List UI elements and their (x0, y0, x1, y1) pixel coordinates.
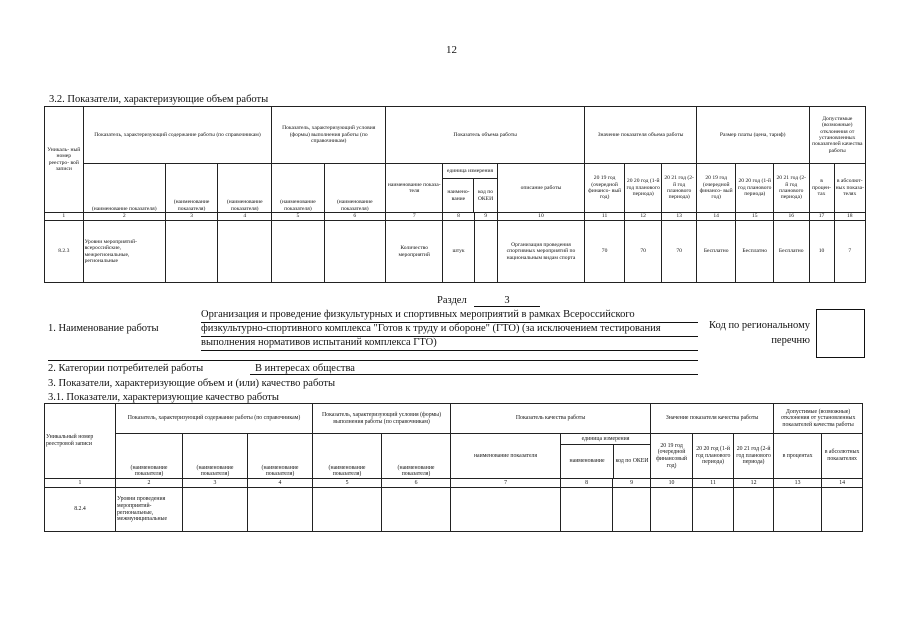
consumers-value: В интересах общества (255, 363, 355, 374)
header-volume-values: Значение показателя объема работы (585, 107, 697, 164)
header-indicator-name: (наименование показателя) (272, 164, 324, 213)
header-indicator-name: (наименование показателя) (313, 434, 382, 479)
code-label-line2: перечню (771, 335, 810, 346)
header-conditions-indicator: Показатель, характеризующий условия (формы) выполнения работы (по справочникам) (313, 404, 451, 434)
header-deviation: Допустимые (возможные) отклонения от установленных показателей качества работы (774, 404, 863, 434)
header-indicator-name: (наименование показателя) (324, 164, 386, 213)
header-unit: единица измерения (561, 434, 650, 445)
consumers-label: 2. Категории потребителей работы (48, 363, 204, 374)
header-indicator-name: (наименование показателя) (183, 434, 248, 479)
header-indicator-name: (наименование показателя) (248, 434, 313, 479)
header-unit: единица измерения (443, 164, 496, 179)
header-work-description: описание работы (497, 164, 585, 213)
value-year-3: 70 (662, 221, 696, 283)
section-3-2-heading: 3.2. Показатели, характеризующие объем работы (49, 94, 269, 105)
quality-table (44, 403, 863, 532)
price-year-2: Бесплатно (736, 221, 774, 283)
header-okei: код по ОКЕИ (477, 189, 494, 202)
header-indicator-name: (наименование показателя) (83, 164, 165, 213)
header-price-year-1: 20 19 год (очередной финансо- вый год) (696, 164, 736, 213)
header-year-3: 20 21 год (2-й год планового периода) (662, 164, 696, 213)
registry-number: 8.2.3 (45, 221, 84, 283)
deviation-absolute: 7 (834, 221, 865, 283)
header-unit-name: наимено- вание (443, 179, 474, 212)
header-absolute: в абсолют- ных показа- телях (834, 164, 865, 213)
value-year-1: 70 (585, 221, 625, 283)
header-indicator-name: (наименование показателя) (165, 164, 217, 213)
header-quality-indicator: Показатель качества работы (451, 404, 651, 434)
header-deviation: Допустимые (возможные) отклонения от установленных показателей качества работы (809, 107, 865, 164)
header-price-year-3: 20 21 год (2-й год планового периода) (774, 164, 809, 213)
header-conditions-indicator: Показатель, характеризующий условия (формы) выполнения работы (по справочникам) (272, 107, 386, 164)
header-unique-number: Уникальный номер реестровой записи (45, 404, 116, 479)
header-price-year-2: 20 20 год (1-й год планового периода) (736, 164, 774, 213)
content-value: Уровни проведения мероприятий- региональные, межмуниципальные (116, 488, 183, 532)
value-year-2: 70 (624, 221, 662, 283)
content-value: Уровни мероприятий- всероссийские, межрегиональные, региональные (83, 221, 165, 283)
header-percent: в процентах (774, 434, 822, 479)
section-number: 3 (474, 295, 540, 307)
header-unique-number: Уникаль- ный номер реестро- вой записи (45, 107, 84, 213)
unit-value: штук (443, 221, 474, 283)
header-unit-name: наименование (561, 445, 614, 478)
price-year-1: Бесплатно (696, 221, 736, 283)
paragraph-3-1-heading: 3.1. Показатели, характеризующие качество работы (48, 392, 279, 403)
header-okei: код по ОКЕИ (615, 458, 649, 465)
header-volume-name: наименование показа- теля (386, 164, 443, 213)
header-percent: в процен- тах (809, 164, 834, 213)
volume-table (44, 106, 866, 283)
deviation-percent: 10 (809, 221, 834, 283)
header-indicator-name: (наименование показателя) (382, 434, 451, 479)
table-row (45, 221, 866, 283)
page-number: 12 (446, 44, 457, 56)
header-absolute: в абсолютных показателях (822, 434, 863, 479)
table-row (45, 488, 863, 532)
column-numbers-row: 1 2 3 4 5 6 7 8 9 10 11 12 13 14 (45, 479, 863, 488)
header-year-1: 20 19 год (очередной финансо- вый год) (585, 164, 625, 213)
header-year-1: 20 19 год (очередной финансовый год) (651, 434, 693, 479)
price-year-3: Бесплатно (774, 221, 809, 283)
volume-name-value: Количество мероприятий (386, 221, 443, 283)
work-name-text: Организация и проведение физкультурных и спортивных мероприятий в рамках Всероссийского физкультурно-спортивного комплекса "Готов к труду и обороне" (ГТО) (за исключением тестирования выполнения нормативов испытаний комплекса ГТО) (201, 309, 661, 348)
section-label: Раздел (437, 295, 467, 306)
column-numbers-row: 1 2 3 4 5 6 7 8 9 10 11 12 13 14 15 16 17 18 (45, 213, 866, 221)
header-indicator-name: (наименование показателя) (116, 434, 183, 479)
work-description-value: Организация проведения спортивных мероприятий по национальным видам спорта (497, 221, 585, 283)
header-year-3: 20 21 год (2-й год планового периода) (734, 434, 774, 479)
header-indicator-name: (наименование показателя) (218, 164, 272, 213)
regional-code-box (816, 309, 865, 358)
registry-number: 8.2.4 (45, 488, 116, 532)
header-price: Размер платы (цена, тариф) (696, 107, 809, 164)
header-volume-indicator: Показатель объема работы (386, 107, 585, 164)
header-quality-name: наименование показателя (451, 434, 561, 479)
header-content-indicator: Показатель, характеризующий содержание работы (по справочникам) (83, 107, 272, 164)
header-year-2: 20 20 год (1-й год планового периода) (693, 434, 734, 479)
work-name-label: 1. Наименование работы (48, 323, 159, 334)
code-label-line1: Код по региональному (709, 320, 810, 331)
header-year-2: 20 20 год (1-й год планового периода) (624, 164, 662, 213)
header-quality-values: Значение показателя качества работы (651, 404, 774, 434)
header-content-indicator: Показатель, характеризующий содержание работы (по справочникам) (116, 404, 313, 434)
paragraph-3-heading: 3. Показатели, характеризующие объем и (или) качество работы (48, 378, 336, 389)
